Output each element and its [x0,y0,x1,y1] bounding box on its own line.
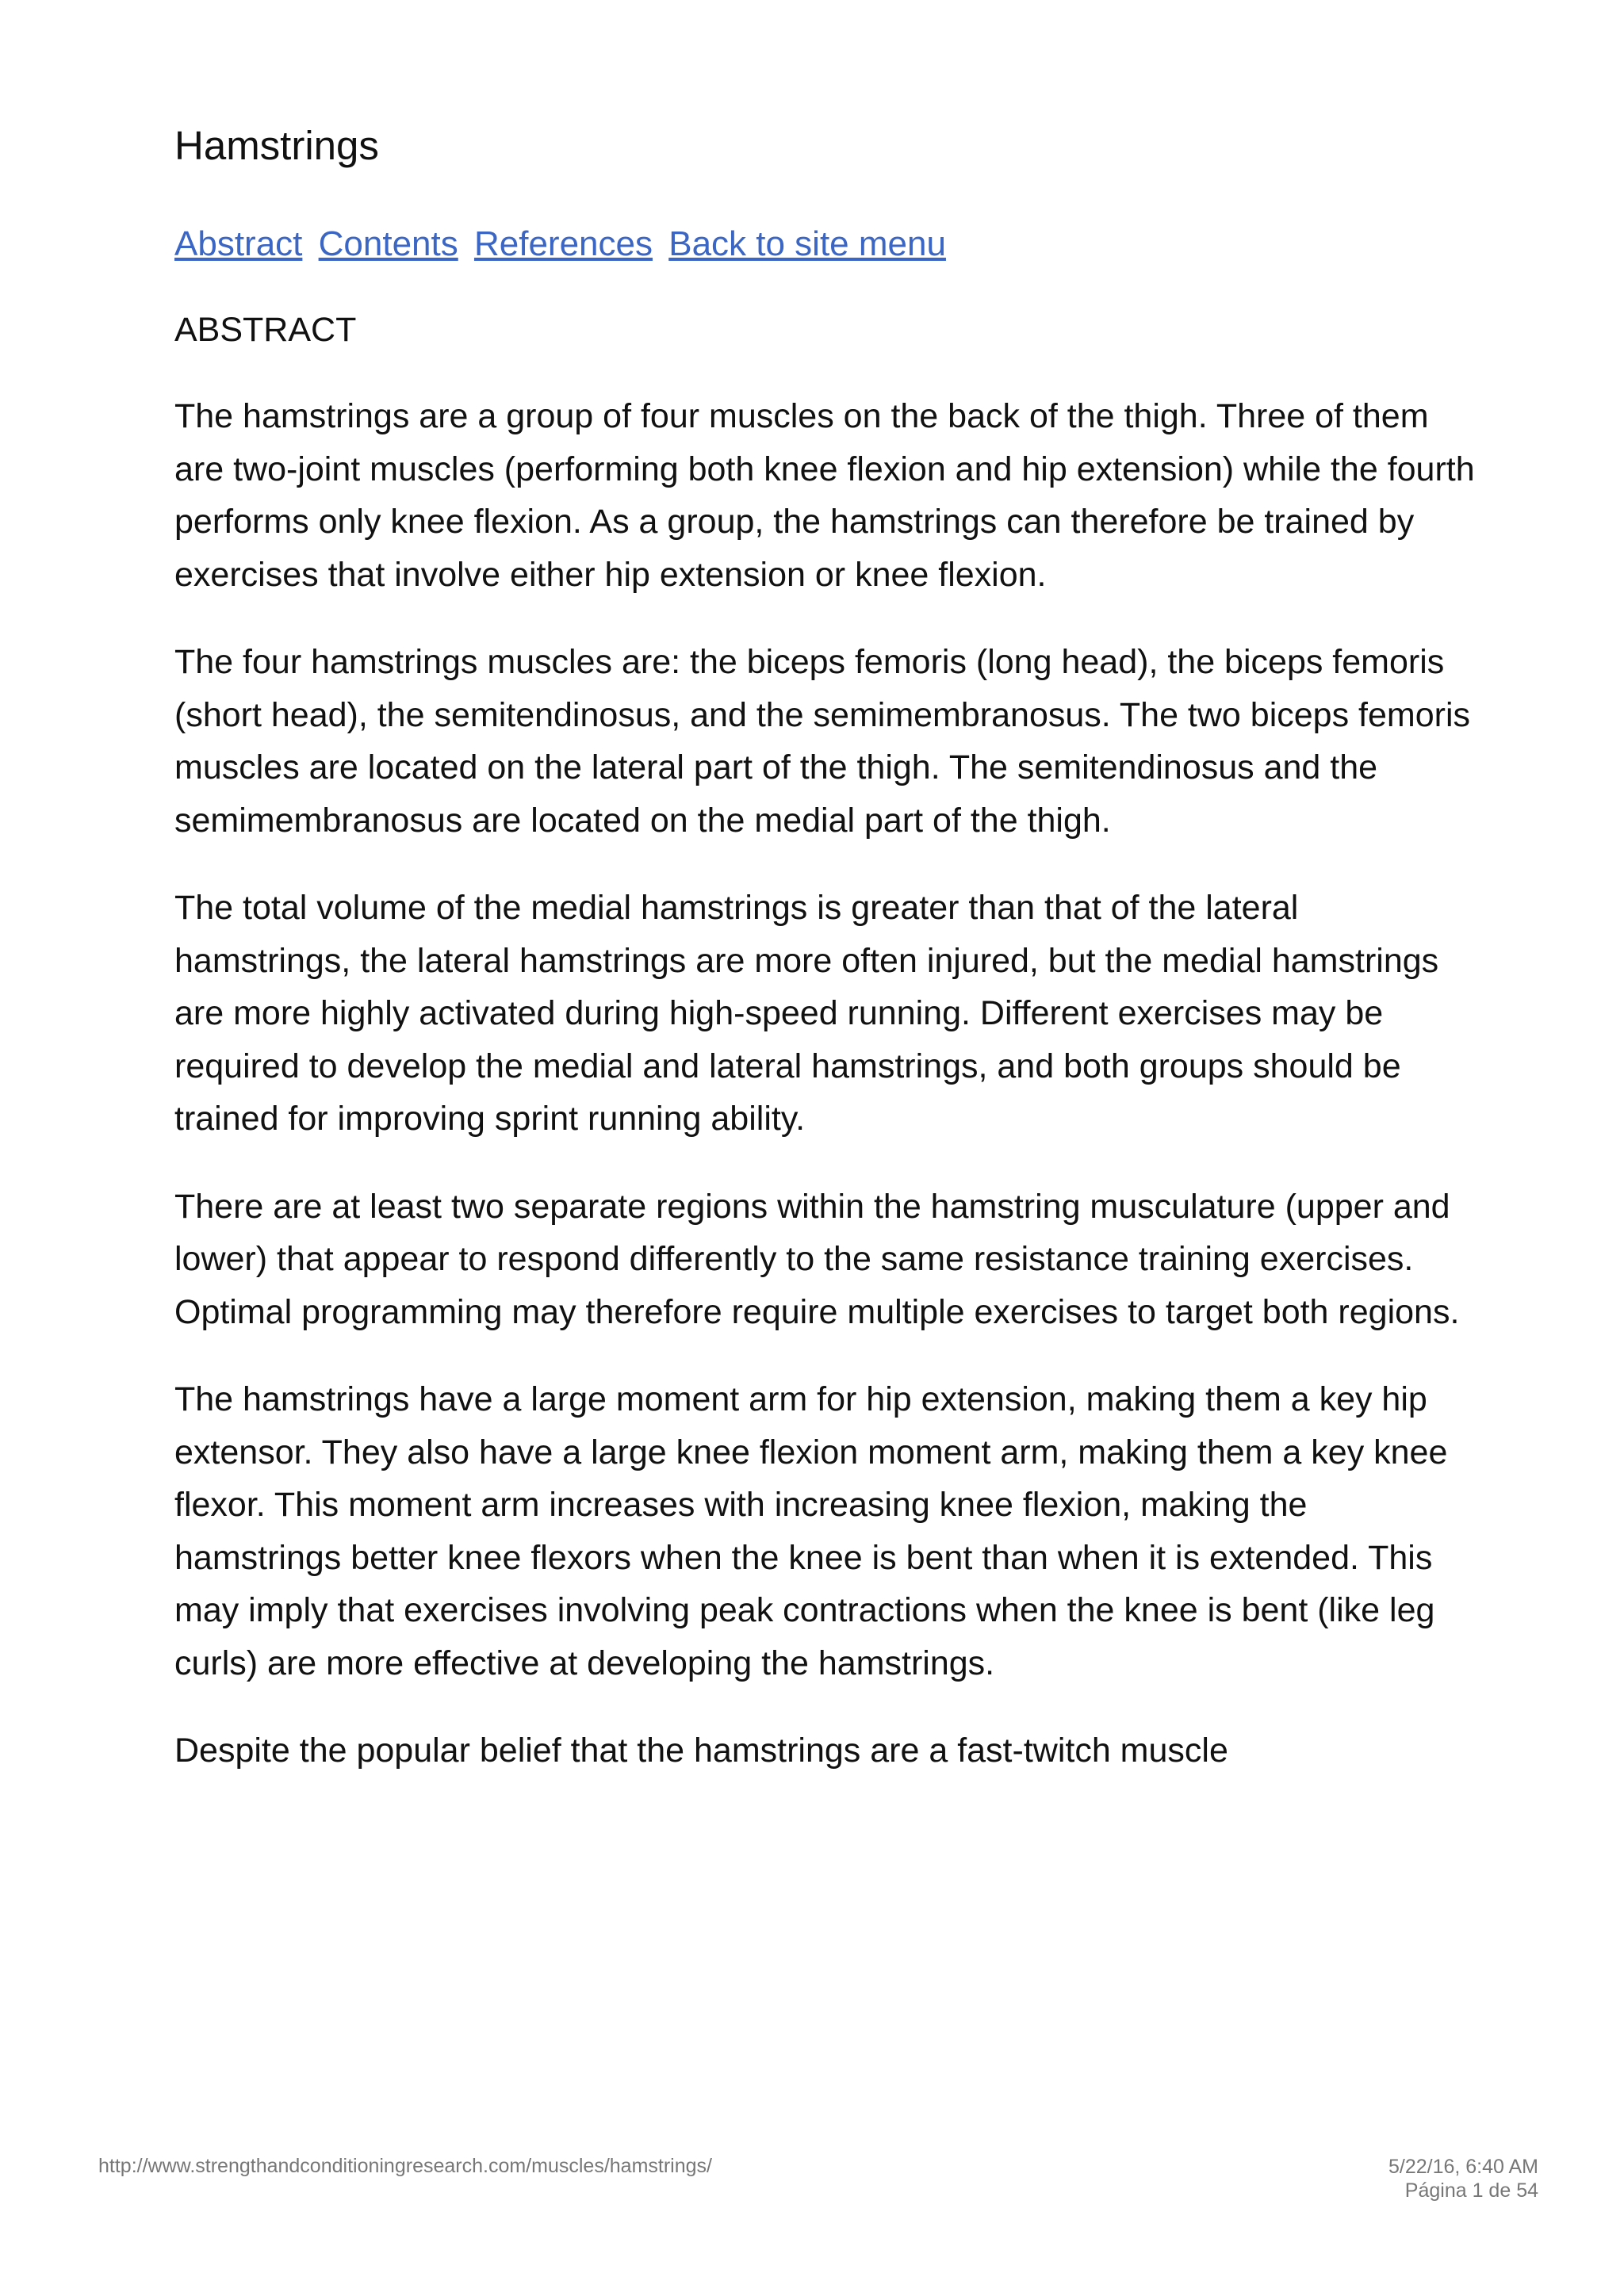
section-heading: ABSTRACT [174,311,357,349]
page-title: Hamstrings [174,123,379,168]
paragraph-2: The four hamstrings muscles are: the biceps femoris (long head), the biceps femoris (short head), the semitendinosus, and the semimembranosus. The two biceps femoris muscles are located on the lateral part of the thigh. The semitendinosus and the semimembranosus are located on the medial part of the thigh. [174,643,1470,840]
paragraph-5: The hamstrings have a large moment arm for hip extension, making them a key hip extensor. They also have a large knee flexion moment arm, making them a key knee flexor. This moment arm increases with increasing knee flexion, making the hamstrings better knee flexors when the knee is bent than when it is extended. This may imply that exercises involving peak contractions when the knee is bent (like leg curls) are more effective at developing the hamstrings. [174,1380,1448,1682]
references-link[interactable]: References [473,224,653,263]
paragraph-3: The total volume of the medial hamstrings is greater than that of the lateral hamstrings, the lateral hamstrings are more often injured, but the medial hamstrings are more highly activated during high-speed running. Different exercises may be required to develop the medial and lateral hamstrings, and both groups should be trained for improving sprint running ability. [174,889,1439,1138]
contents-link[interactable]: Contents [318,224,458,263]
abstract-link[interactable]: Abstract [174,224,303,263]
document-content [174,119,1475,1812]
footer-timestamp: 5/22/16, 6:40 AM [1388,2156,1538,2178]
footer-url: http://www.strengthandconditioningresearch.com/muscles/hamstrings/ [98,2155,712,2177]
paragraph-6: Despite the popular belief that the hamstrings are a fast-twitch muscle [174,1732,1228,1770]
footer-page-number: Página 1 de 54 [1404,2179,1538,2202]
paragraph-4: There are at least two separate regions within the hamstring musculature (upper and lower) that appear to respond differently to the same resistance training exercises. Optimal programming may therefore require multiple exercises to target both regions. [174,1187,1460,1331]
paragraph-1: The hamstrings are a group of four muscles on the back of the thigh. Three of them are two-joint muscles (performing both knee flexion and hip extension) while the fourth performs only knee flexion. As a group, the hamstrings can therefore be trained by exercises that involve either hip extension or knee flexion. [174,397,1475,594]
footer-meta [1388,2155,1538,2202]
nav-links [174,220,1475,268]
back-to-site-menu-link[interactable]: Back to site menu [668,224,946,263]
